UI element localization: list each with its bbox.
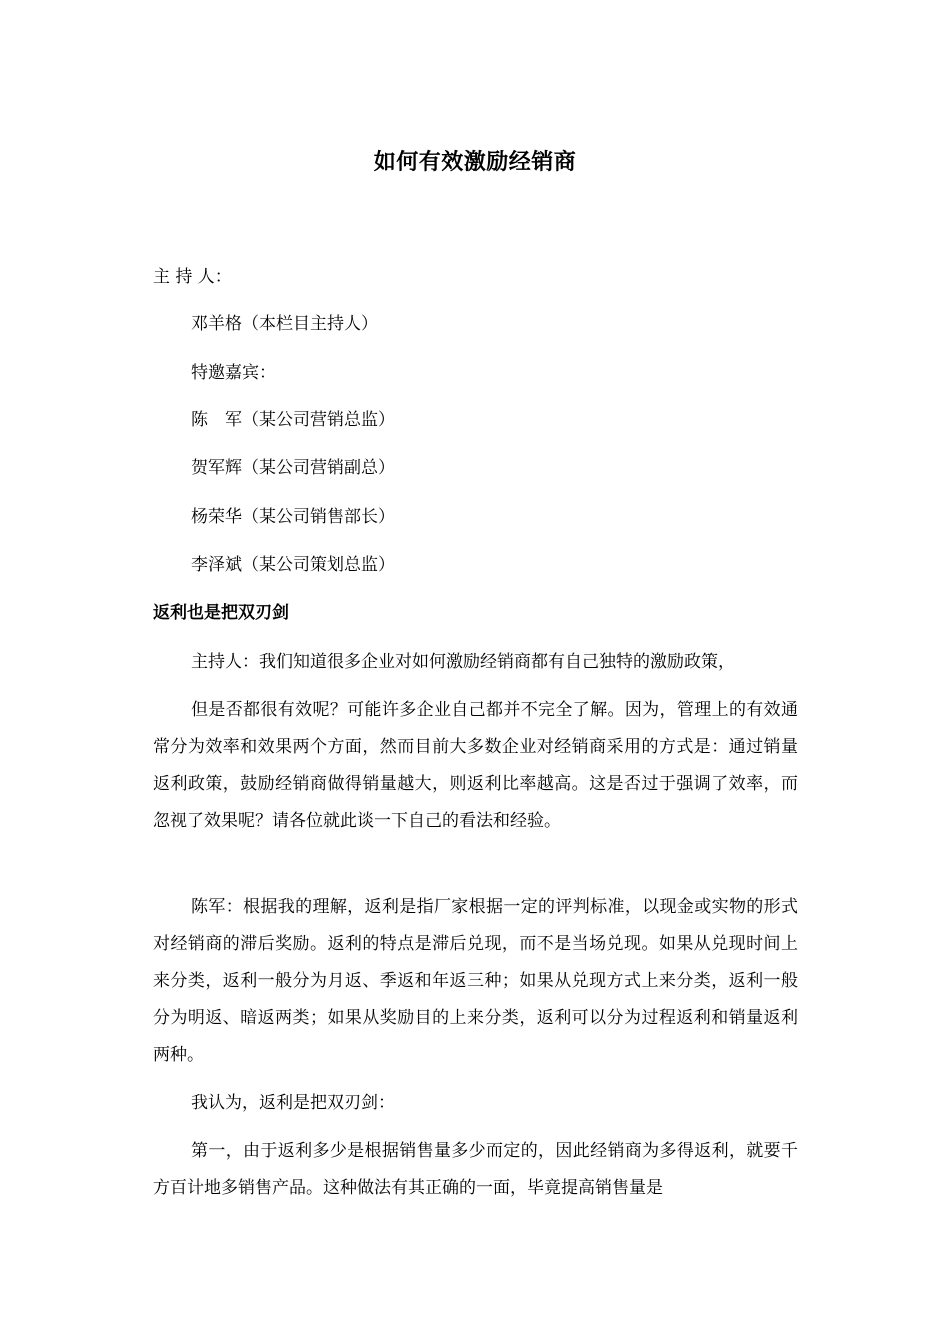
paragraph: 我认为，返利是把双刃剑： [191, 1093, 395, 1113]
paragraph: 陈军：根据我的理解，返利是指厂家根据一定的评判标准，以现金或实物的形式对经销商的滞后奖励。返利的特点是滞后兑现，而不是当场兑现。如果从兑现时间上来分类，返利一般分为月返、季返和年返三种；如果从兑现方式上来分类，返利一般分为明返、暗返两类；如果从奖励目的上来分类，返利可以分为过程返利和销量返利两种。 [153, 897, 798, 1065]
paragraph: 第一，由于返利多少是根据销售量多少而定的，因此经销商为多得返利，就要千方百计地多销售产品。这种做法有其正确的一面，毕竟提高销售量是 [153, 1141, 798, 1198]
paragraph: 主持人：我们知道很多企业对如何激励经销商都有自己独特的激励政策， [191, 652, 735, 672]
document-title: 如何有效激励经销商 [373, 150, 577, 175]
section-heading: 返利也是把双刃剑 [153, 603, 289, 623]
guest-item: 李泽斌（某公司策划总监） [191, 555, 395, 575]
guest-item: 陈 军（某公司营销总监） [191, 410, 395, 430]
host-label: 主 持 人： [153, 267, 232, 287]
guest-item: 贺军辉（某公司营销副总） [191, 458, 395, 478]
paragraph: 但是否都很有效呢？可能许多企业自己都并不完全了解。因为，管理上的有效通常分为效率和效果两个方面，然而目前大多数企业对经销商采用的方式是：通过销量返利政策，鼓励经销商做得销量越大，则返利比率越高。这是否过于强调了效率，而忽视了效果呢？请各位就此谈一下自己的看法和经验。 [153, 700, 798, 831]
host-name: 邓羊格（本栏目主持人） [191, 314, 378, 334]
guest-item: 杨荣华（某公司销售部长） [191, 507, 395, 527]
guests-label: 特邀嘉宾： [191, 363, 276, 383]
